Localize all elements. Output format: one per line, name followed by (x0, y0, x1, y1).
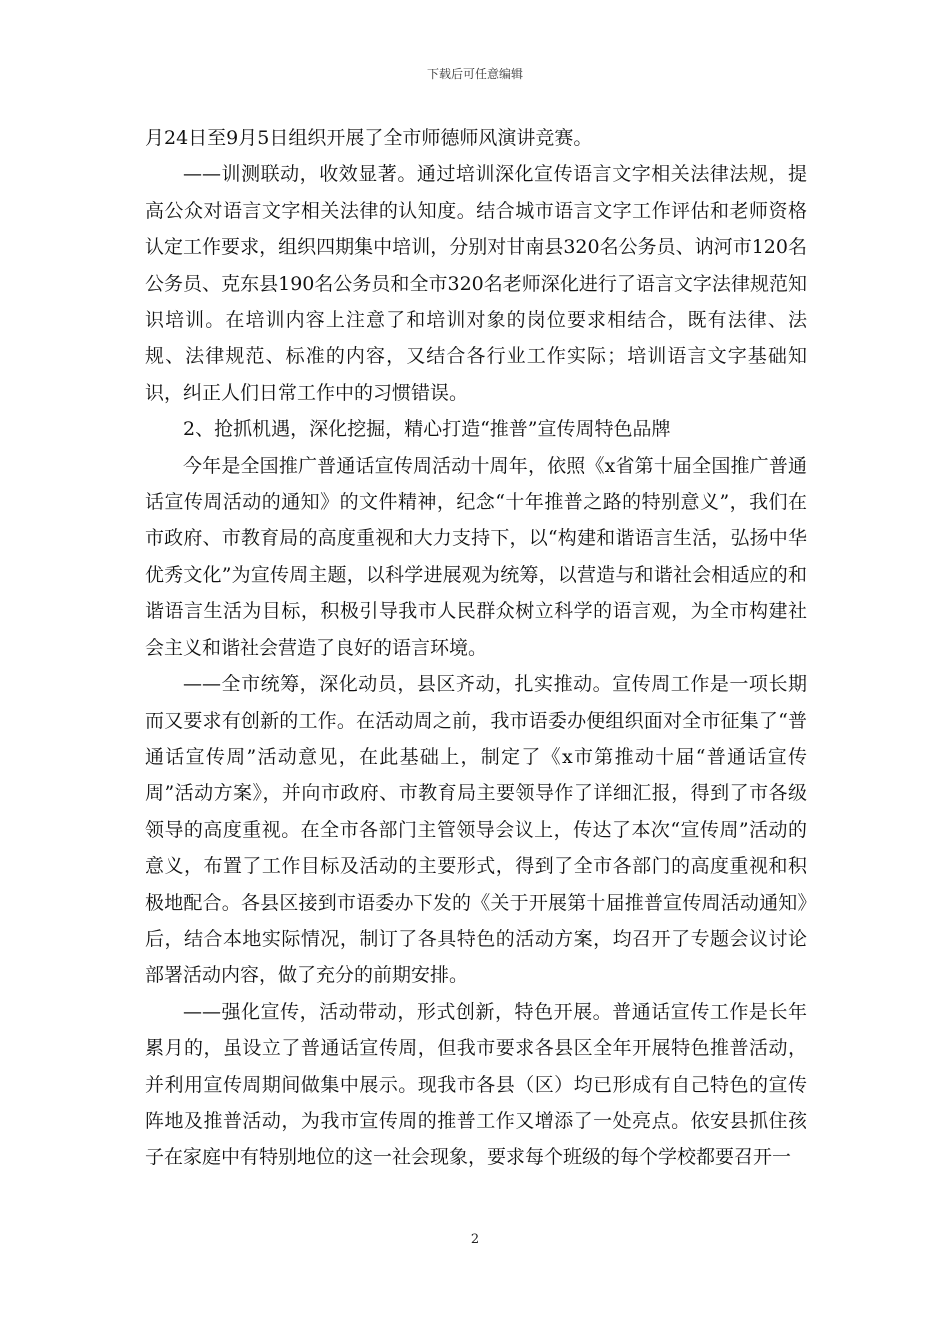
page-number: 2 (470, 1232, 480, 1247)
section-heading: 2、抢抓机遇，深化挖掘，精心打造“推普”宣传周特色品牌 (183, 418, 671, 441)
paragraph: ——强化宣传，活动带动，形式创新，特色开展。普通话宣传工作是长年累月的，虽设立了普通话宣传周，但我市要求各县区全年开展特色推普活动，并利用宣传周期间做集中展示。现我市各县（区）均已形成有自己特色的宣传阵地及推普活动，为我市宣传周的推普工作又增添了一处亮点。依安县抓住孩子在家庭中有特别地位的这一社会现象，要求每个班级的每个学校都要召开一 (145, 1000, 807, 1169)
paragraph: 今年是全国推广普通话宣传周活动十周年，依照《x省第十届全国推广普通话宣传周活动的通知》的文件精神，纪念“十年推普之路的特别意义”，我们在市政府、市教育局的高度重视和大力支持下，以“构建和谐语言生活，弘扬中华优秀文化”为宣传周主题，以科学进展观为统筹，以营造与和谐社会相适应的和谐语言生活为目标，积极引导我市人民群众树立科学的语言观，为全市构建社会主义和谐社会营造了良好的语言环境。 (145, 454, 807, 659)
page-header: 下载后可任意编辑 (426, 67, 523, 81)
document-body (145, 120, 807, 1176)
paragraph: ——训测联动，收效显著。通过培训深化宣传语言文字相关法律法规，提高公众对语言文字相关法律的认知度。结合城市语言文字工作评估和老师资格认定工作要求，组织四期集中培训，分别对甘南县320名公务员、讷河市120名公务员、克东县190名公务员和全市320名老师深化进行了语言文字法律规范知识培训。在培训内容上注意了和培训对象的岗位要求相结合，既有法律、法规、法律规范、标准的内容，又结合各行业工作实际；培训语言文字基础知识，纠正人们日常工作中的习惯错误。 (145, 163, 807, 404)
paragraph: ——全市统筹，深化动员，县区齐动，扎实推动。宣传周工作是一项长期而又要求有创新的工作。在活动周之前，我市语委办便组织面对全市征集了“普通话宣传周”活动意见，在此基础上，制定了《x市第推动十届“普通话宣传周”活动方案》，并向市政府、市教育局主要领导作了详细汇报，得到了市各级领导的高度重视。在全市各部门主管领导会议上，传达了本次“宣传周”活动的意义，布置了工作目标及活动的主要形式，得到了全市各部门的高度重视和积极地配合。各县区接到市语委办下发的《关于开展第十届推普宣传周活动通知》后，结合本地实际情况，制订了各具特色的活动方案，均召开了专题会议讨论部署活动内容，做了充分的前期安排。 (145, 673, 807, 987)
paragraph: 月24日至9月5日组织开展了全市师德师风演讲竞赛。 (145, 127, 593, 149)
